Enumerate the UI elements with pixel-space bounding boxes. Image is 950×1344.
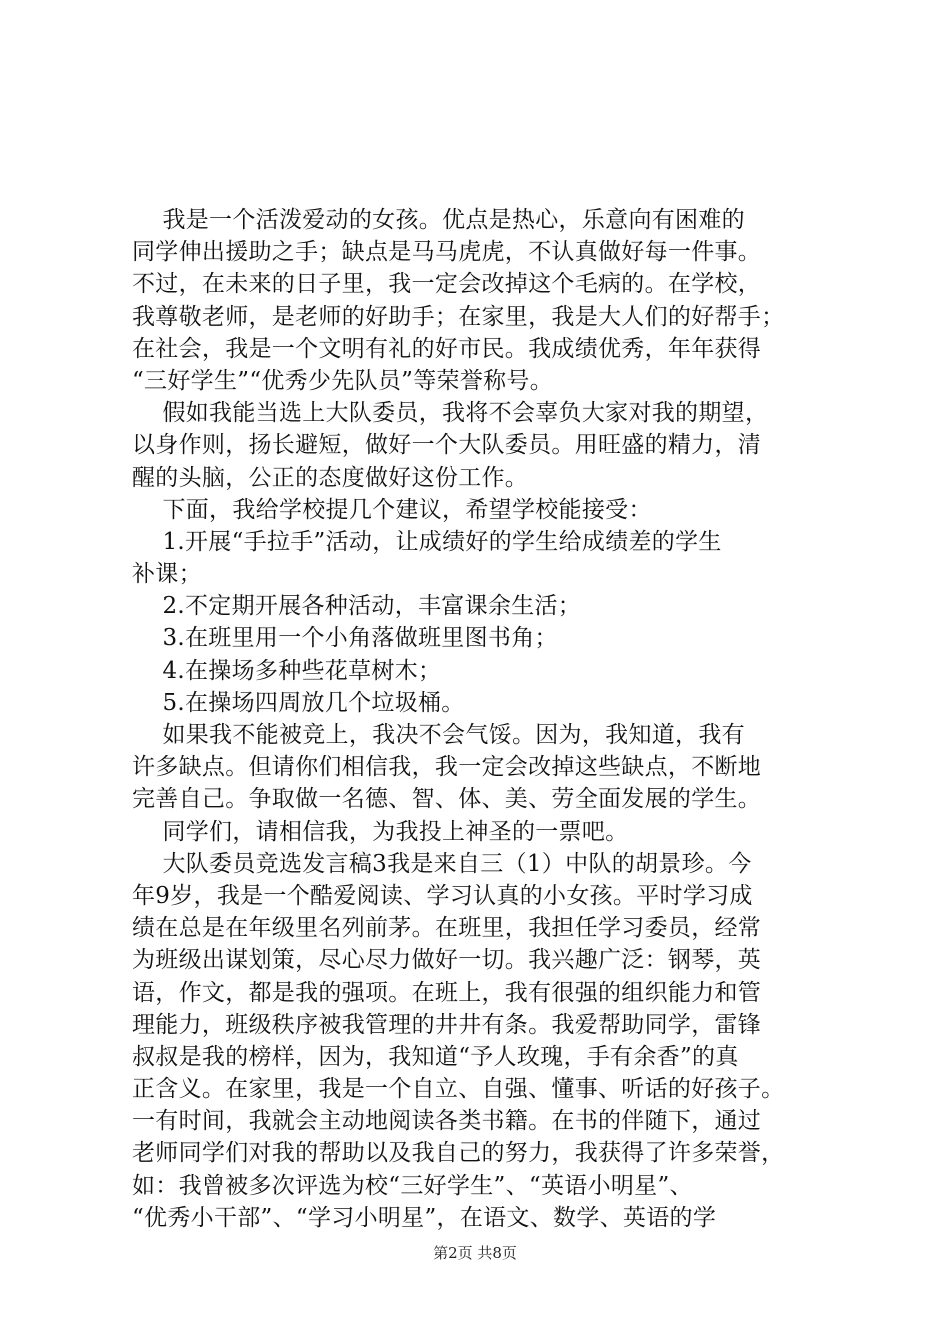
text-line: 4.在操场多种些花草树木； (132, 657, 442, 684)
text-line: 1.开展“手拉手”活动，让成绩好的学生给成绩差的学生 (132, 528, 722, 555)
text-line: 5.在操场四周放几个垃圾桶。 (132, 689, 465, 716)
text-line: “优秀小干部”、“学习小明星”，在语文、数学、英语的学 (132, 1204, 717, 1231)
text-line: 叔叔是我的榜样，因为，我知道“予人玫瑰，手有余香”的真 (132, 1043, 739, 1070)
text-line: 假如我能当选上大队委员，我将不会辜负大家对我的期望， (132, 400, 769, 427)
text-line: 许多缺点。但请你们相信我，我一定会改掉这些缺点，不断地 (132, 754, 762, 781)
text-line: 在社会，我是一个文明有礼的好市民。我成绩优秀，年年获得 (132, 335, 762, 362)
text-line: 同学伸出援助之手；缺点是马马虎虎，不认真做好每一件事。 (132, 239, 762, 266)
text-line: 不过，在未来的日子里，我一定会改掉这个毛病的。在学校， (132, 271, 762, 298)
text-line: 绩在总是在年级里名列前茅。在班里，我担任学习委员，经常 (132, 915, 762, 942)
text-line: 正含义。在家里，我是一个自立、自强、懂事、听话的好孩子。 (132, 1076, 785, 1103)
text-line: 理能力，班级秩序被我管理的井井有条。我爱帮助同学，雷锋 (132, 1011, 762, 1038)
text-line: 下面，我给学校提几个建议，希望学校能接受： (132, 496, 652, 523)
text-line: 以身作则，扬长避短，做好一个大队委员。用旺盛的精力，清 (132, 432, 762, 459)
text-line: 语，作文，都是我的强项。在班上，我有很强的组织能力和管 (132, 979, 762, 1006)
body-text (132, 204, 852, 1234)
text-line: 完善自己。争取做一名德、智、体、美、劳全面发展的学生。 (132, 786, 762, 813)
text-line: 我是一个活泼爱动的女孩。优点是热心，乐意向有困难的 (132, 207, 745, 233)
text-line: 一有时间，我就会主动地阅读各类书籍。在书的伴随下，通过 (132, 1108, 762, 1135)
text-line: 我尊敬老师，是老师的好助手；在家里，我是大人们的好帮手； (132, 303, 785, 330)
text-line: 如果我不能被竞上，我决不会气馁。因为，我知道，我有 (132, 722, 745, 748)
page-footer: 第2页 共8页 (433, 1244, 517, 1262)
text-line: 3.在班里用一个小角落做班里图书角； (132, 625, 558, 652)
text-line: 为班级出谋划策，尽心尽力做好一切。我兴趣广泛：钢琴，英 (132, 947, 762, 974)
text-line: 老师同学们对我的帮助以及我自己的努力，我获得了许多荣誉， (132, 1140, 785, 1167)
text-line: “三好学生”“优秀少先队员”等荣誉称号。 (132, 367, 554, 394)
text-line: 同学们，请相信我，为我投上神圣的一票吧。 (132, 818, 629, 845)
text-line: 补课； (132, 561, 202, 588)
text-line: 如：我曾被多次评选为校“三好学生”、“英语小明星”、 (132, 1172, 693, 1199)
text-line: 醒的头脑，公正的态度做好这份工作。 (132, 464, 529, 491)
text-line: 大队委员竞选发言稿3我是来自三（1）中队的胡景珍。今 (132, 850, 752, 877)
text-line: 2.不定期开展各种活动，丰富课余生活； (132, 593, 582, 620)
text-line: 年9岁，我是一个酷爱阅读、学习认真的小女孩。平时学习成 (132, 882, 753, 909)
